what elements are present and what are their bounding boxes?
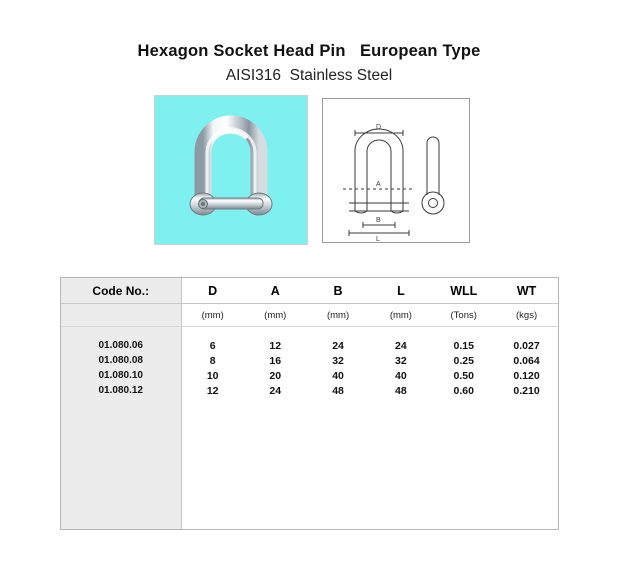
spacer-code-cell <box>61 327 181 339</box>
spec-table-container <box>60 277 559 530</box>
cell-l: 32 <box>395 354 407 367</box>
cell-d: 10 <box>206 369 219 382</box>
page-subtitle: AISI316 Stainless Steel <box>225 67 393 84</box>
cell-d: 8 <box>209 354 216 367</box>
unit-code <box>61 304 181 327</box>
table-row <box>61 368 558 383</box>
column-header-l: L <box>369 278 432 304</box>
column-header-d: D <box>181 278 244 304</box>
cell-a: 16 <box>269 354 282 367</box>
table-spacer-row <box>61 327 558 339</box>
cell-code: 01.080.12 <box>61 383 181 398</box>
cell-wt: 0.120 <box>513 369 540 382</box>
cell-d: 6 <box>209 339 216 352</box>
product-photo <box>154 95 308 245</box>
table-empty-area <box>61 398 558 529</box>
column-header-a: A <box>244 278 307 304</box>
table-row <box>61 383 558 398</box>
column-header-wll: WLL <box>432 278 495 304</box>
drawing-label-D: D <box>376 124 382 131</box>
cell-l: 40 <box>395 369 407 382</box>
unit-b: (mm) <box>307 304 370 327</box>
cell-wt: 0.064 <box>513 354 540 367</box>
cell-a: 20 <box>269 369 282 382</box>
cell-code: 01.080.08 <box>61 353 181 368</box>
cell-a: 12 <box>269 339 282 352</box>
table-row <box>61 353 558 368</box>
cell-wll: 0.25 <box>453 354 474 367</box>
cell-b: 40 <box>332 369 344 382</box>
table-row <box>61 338 558 353</box>
page-title: Hexagon Socket Head Pin European Type <box>137 42 481 60</box>
spacer-cell <box>181 327 558 339</box>
cell-wt: 0.210 <box>513 384 540 397</box>
unit-a: (mm) <box>244 304 307 327</box>
table-unit-row <box>61 304 558 327</box>
unit-wll: (Tons) <box>432 304 495 327</box>
unit-wt: (kgs) <box>495 304 558 327</box>
drawing-label-A: A <box>376 181 381 188</box>
d-shackle-photo-icon <box>155 96 307 244</box>
column-header-code: Code No.: <box>61 278 181 304</box>
column-header-wt: WT <box>495 278 558 304</box>
d-shackle-drawing-icon <box>323 99 469 242</box>
spec-table <box>61 278 558 529</box>
cell-code: 01.080.06 <box>61 338 181 353</box>
unit-l: (mm) <box>369 304 432 327</box>
empty-data-area <box>181 398 558 529</box>
technical-drawing <box>322 98 470 243</box>
cell-l: 48 <box>395 384 407 397</box>
cell-b: 32 <box>332 354 344 367</box>
cell-wll: 0.60 <box>453 384 474 397</box>
cell-a: 24 <box>269 384 282 397</box>
drawing-label-B: B <box>376 217 381 224</box>
cell-b: 48 <box>332 384 344 397</box>
empty-code-column <box>61 398 181 529</box>
cell-l: 24 <box>395 339 407 352</box>
title-block <box>0 42 618 85</box>
cell-code: 01.080.10 <box>61 368 181 383</box>
cell-wll: 0.15 <box>453 339 474 352</box>
table-header-row <box>61 278 558 304</box>
cell-b: 24 <box>332 339 344 352</box>
unit-d: (mm) <box>181 304 244 327</box>
drawing-label-L: L <box>376 236 380 242</box>
cell-wt: 0.027 <box>513 339 540 352</box>
cell-d: 12 <box>206 384 219 397</box>
cell-wll: 0.50 <box>453 369 474 382</box>
column-header-b: B <box>307 278 370 304</box>
